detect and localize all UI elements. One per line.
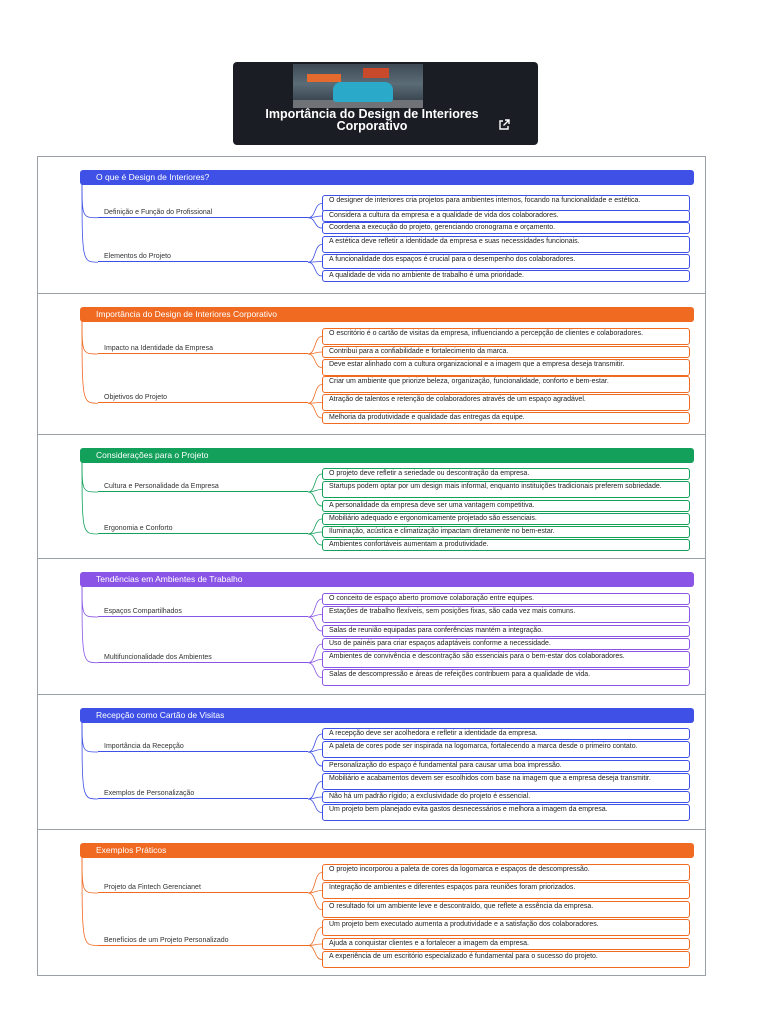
leaf-node[interactable]: Coordena a execução do projeto, gerenciando cronograma e orçamento. [322, 222, 690, 234]
category-connector [82, 316, 98, 354]
leaf-node[interactable]: O projeto incorporou a paleta de cores da logomarca e espaços de descompressão. [322, 864, 690, 881]
section-6 [38, 830, 705, 977]
leaf-connector [308, 873, 322, 894]
leaf-node[interactable]: Um projeto bem executado aumenta a produtividade e a satisfação dos colaboradores. [322, 919, 690, 936]
leaf-node[interactable]: Criar um ambiente que priorize beleza, organização, funcionalidade, conforto e bem-estar. [322, 376, 690, 393]
section-2 [38, 294, 705, 435]
leaf-connector [308, 337, 322, 355]
leaf-connector [308, 750, 322, 753]
leaf-connector [308, 534, 322, 545]
category-connector [82, 717, 98, 752]
section-4 [38, 559, 705, 695]
category-connector [82, 457, 98, 492]
header-card[interactable] [233, 62, 538, 145]
leaf-connector [308, 615, 322, 618]
leaf-connector [308, 354, 322, 368]
section-title[interactable]: Considerações para o Projeto [80, 448, 694, 463]
category-node[interactable]: Projeto da Fintech Gerencianet [98, 882, 308, 893]
section-title[interactable]: Recepção como Cartão de Visitas [80, 708, 694, 723]
leaf-connector [308, 204, 322, 218]
category-connector [82, 717, 98, 799]
leaf-connector [308, 946, 322, 960]
leaf-connector [308, 797, 322, 799]
leaf-node[interactable]: Mobiliário e acabamentos devem ser escolhidos com base na imagem que a empresa deseja transmitir. [322, 773, 690, 790]
external-link-icon[interactable] [497, 118, 511, 132]
category-connector [82, 581, 98, 617]
leaf-connector [308, 492, 322, 506]
leaf-node[interactable]: Um projeto bem planejado evita gastos desnecessários e melhora a imagem da empresa. [322, 804, 690, 821]
category-node[interactable]: Definição e Função do Profissional [98, 207, 308, 218]
leaf-node[interactable]: Estações de trabalho flexíveis, sem posições fixas, são cada vez mais comuns. [322, 606, 690, 623]
section-title[interactable]: Exemplos Práticos [80, 843, 694, 858]
category-connector [82, 852, 98, 893]
leaf-node[interactable]: Mobiliário adequado e ergonomicamente projetado são essenciais. [322, 513, 690, 525]
leaf-node[interactable]: Atração de talentos e retenção de colaboradores através de um espaço agradável. [322, 394, 690, 411]
category-node[interactable]: Importância da Recepção [98, 741, 308, 752]
category-node[interactable]: Espaços Compartilhados [98, 606, 308, 617]
leaf-node[interactable]: Salas de descompressão e áreas de refeições contribuem para a qualidade de vida. [322, 669, 690, 686]
leaf-node[interactable]: A funcionalidade dos espaços é crucial para o desempenho dos colaboradores. [322, 254, 690, 269]
category-connector [82, 179, 98, 262]
leaf-node[interactable]: Iluminação, acústica e climatização impactam diretamente no bem-estar. [322, 526, 690, 538]
leaf-connector [308, 403, 322, 418]
leaf-connector [308, 218, 322, 228]
leaf-node[interactable]: A personalidade da empresa deve ser uma vantagem competitiva. [322, 500, 690, 512]
leaf-node[interactable]: A recepção deve ser acolhedora e refletir a identidade da empresa. [322, 728, 690, 740]
leaf-node[interactable]: Ambientes de convivência e descontração são essenciais para o bem-estar dos colaboradores. [322, 651, 690, 668]
category-connector [82, 581, 98, 663]
leaf-node[interactable]: Contribui para a confiabilidade e fortalecimento da marca. [322, 346, 690, 358]
section-title[interactable]: O que é Design de Interiores? [80, 170, 694, 185]
category-connector [82, 852, 98, 946]
section-title[interactable]: Importância do Design de Interiores Corporativo [80, 307, 694, 322]
leaf-node[interactable]: Ajuda a conquistar clientes e a fortalecer a imagem da empresa. [322, 938, 690, 950]
category-node[interactable]: Multifuncionalidade dos Ambientes [98, 652, 308, 663]
leaf-node[interactable]: A estética deve refletir a identidade da empresa e suas necessidades funcionais. [322, 236, 690, 253]
category-node[interactable]: Exemplos de Personalização [98, 788, 308, 799]
page-title: Importância do Design de Interiores Corporativo [265, 107, 479, 133]
leaf-node[interactable]: O escritório é o cartão de visitas da empresa, influenciando a percepção de clientes e colaboradores. [322, 328, 690, 345]
leaf-connector [308, 660, 322, 663]
leaf-connector [308, 490, 322, 493]
category-node[interactable]: Elementos do Projeto [98, 251, 308, 262]
leaf-node[interactable]: Considera a cultura da empresa e a qualidade de vida dos colaboradores. [322, 210, 690, 222]
section-3 [38, 435, 705, 559]
leaf-node[interactable]: O designer de interiores cria projetos para ambientes internos, focando na funcionalidade e estética. [322, 195, 690, 212]
office-interior-photo [293, 64, 423, 108]
leaf-node[interactable]: Não há um padrão rígido; a exclusividade do projeto é essencial. [322, 791, 690, 803]
category-node[interactable]: Ergonomia e Conforto [98, 523, 308, 534]
leaf-node[interactable]: Integração de ambientes e diferentes espaços para reuniões foram priorizados. [322, 882, 690, 899]
category-node[interactable]: Cultura e Personalidade da Empresa [98, 481, 308, 492]
leaf-connector [308, 245, 322, 263]
leaf-node[interactable]: Startups podem optar por um design mais informal, enquanto instituições tradicionais preferem sobriedade. [322, 481, 690, 498]
category-connector [82, 179, 98, 218]
leaf-node[interactable]: Ambientes confortáveis aumentam a produtividade. [322, 539, 690, 551]
leaf-connector [308, 385, 322, 404]
leaf-connector [308, 663, 322, 678]
leaf-connector [308, 617, 322, 631]
section-1 [38, 157, 705, 294]
leaf-node[interactable]: Melhoria da produtividade e qualidade das entregas da equipe. [322, 412, 690, 424]
leaf-node[interactable]: Deve estar alinhado com a cultura organizacional e a imagem que a empresa deseja transmitir. [322, 359, 690, 376]
leaf-node[interactable]: Salas de reunião equipadas para conferências mantém a integração. [322, 625, 690, 637]
leaf-connector [308, 262, 322, 276]
category-connector [82, 457, 98, 534]
category-node[interactable]: Impacto na Identidade da Empresa [98, 343, 308, 354]
leaf-connector [308, 928, 322, 946]
leaf-connector [308, 352, 322, 354]
leaf-connector [308, 752, 322, 766]
leaf-node[interactable]: A experiência de um escritório especializado é fundamental para o sucesso do projeto. [322, 951, 690, 968]
leaf-node[interactable]: A paleta de cores pode ser inspirada na logomarca, fortalecendo a marca desde o primeiro contato. [322, 741, 690, 758]
mind-map-frame [37, 156, 706, 976]
leaf-node[interactable]: O conceito de espaço aberto promove colaboração entre equipes. [322, 593, 690, 605]
leaf-node[interactable]: O resultado foi um ambiente leve e descontraído, que reflete a essência da empresa. [322, 901, 690, 918]
leaf-node[interactable]: A qualidade de vida no ambiente de trabalho é uma prioridade. [322, 270, 690, 282]
category-connector [82, 316, 98, 403]
leaf-node[interactable]: Personalização do espaço é fundamental para causar uma boa impressão. [322, 760, 690, 772]
category-node[interactable]: Benefícios de um Projeto Personalizado [98, 935, 308, 946]
leaf-node[interactable]: Uso de painéis para criar espaços adaptáveis conforme a necessidade. [322, 638, 690, 650]
section-title[interactable]: Tendências em Ambientes de Trabalho [80, 572, 694, 587]
leaf-connector [308, 891, 322, 894]
section-5 [38, 695, 705, 830]
leaf-connector [308, 893, 322, 910]
leaf-connector [308, 799, 322, 813]
category-node[interactable]: Objetivos do Projeto [98, 392, 308, 403]
leaf-connector [308, 782, 322, 800]
leaf-node[interactable]: O projeto deve refletir a seriedade ou descontração da empresa. [322, 468, 690, 480]
